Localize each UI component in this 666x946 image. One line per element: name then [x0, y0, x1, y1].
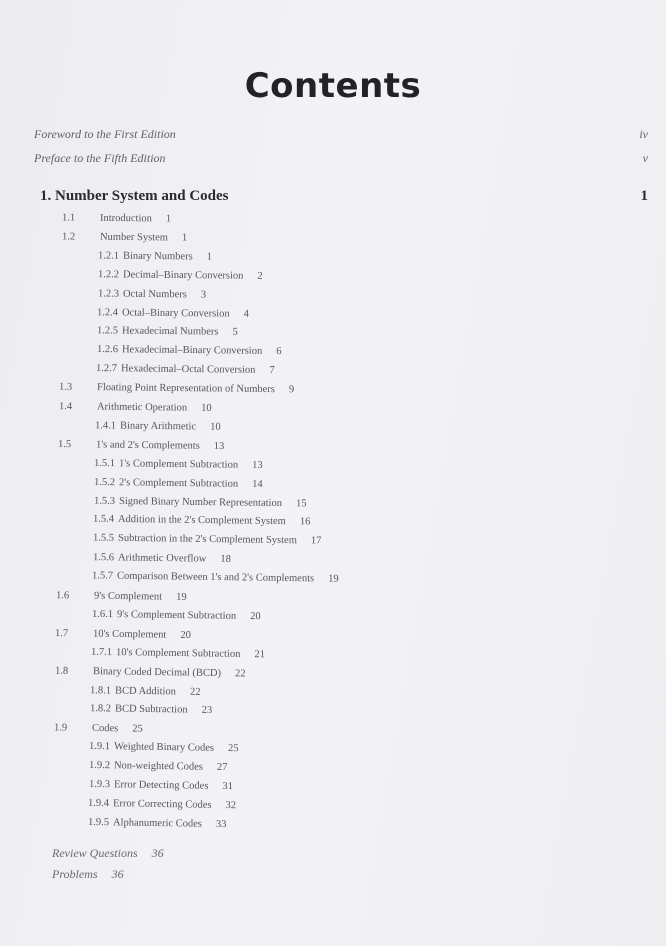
entry-page: 5	[232, 326, 238, 338]
entry-title: Octal Numbers	[122, 288, 187, 301]
entry-number: 1.5.5	[92, 532, 115, 544]
entry-page: 13	[214, 440, 225, 453]
entry-title: Introduction	[99, 212, 152, 225]
chapter-heading	[40, 188, 648, 205]
entry-title: 10's Complement Subtraction	[115, 647, 241, 660]
entry-number: 1.5	[58, 438, 72, 451]
entry-title: Addition in the 2's Complement System	[118, 513, 287, 528]
entry-page: 1	[165, 213, 172, 225]
entry-page: 20	[249, 611, 261, 623]
entry-page: 25	[132, 723, 143, 735]
entry-number: 1.2.3	[97, 288, 119, 300]
entry-number: 1.9.1	[89, 740, 111, 753]
entry-number: 1.9.2	[88, 759, 110, 772]
toc-section-entry	[55, 628, 191, 641]
entry-number: 1.1	[61, 212, 76, 224]
entry-number: 1.5.7	[92, 570, 114, 582]
entry-title: Binary Arithmetic	[120, 420, 197, 433]
entry-title: BCD Addition	[115, 685, 177, 698]
entry-number: 1.2.2	[97, 269, 119, 281]
entry-page: 32	[225, 800, 237, 812]
toc-subsection-entry	[92, 609, 261, 622]
entry-title: 10's Complement	[93, 628, 167, 641]
entry-number: 1.6.1	[91, 608, 113, 621]
entry-page: 22	[234, 668, 246, 680]
toc-section-entry	[62, 231, 187, 243]
entry-number: 1.9.3	[88, 778, 110, 791]
entry-page: 9	[289, 384, 295, 396]
toc-subsection-entry	[96, 344, 281, 357]
entry-number: 1.2.4	[97, 307, 119, 319]
entry-page: 7	[269, 364, 275, 377]
entry-title: 9's Complement Subtraction	[116, 609, 236, 622]
toc-subsection-entry	[88, 817, 227, 830]
entry-title: Alphanumeric Codes	[112, 817, 202, 830]
entry-page: 27	[216, 761, 228, 774]
end-matter-label: Review Questions	[52, 846, 138, 860]
entry-number: 1.2.7	[96, 362, 118, 375]
entry-page: 23	[201, 704, 213, 716]
entry-number: 1.9.5	[87, 816, 109, 829]
entry-page: 16	[300, 516, 311, 528]
front-matter-row	[34, 151, 648, 166]
entry-number: 1.5.6	[92, 552, 114, 564]
toc-subsection-entry	[98, 269, 263, 282]
entry-number: 1.8.1	[90, 685, 112, 697]
entry-number: 1.2	[61, 231, 75, 243]
toc-subsection-entry	[94, 458, 263, 471]
toc-subsection-entry	[94, 496, 307, 510]
entry-number: 1.7	[55, 628, 69, 640]
entry-title: Arithmetic Overflow	[117, 552, 207, 565]
end-matter-row	[52, 867, 124, 882]
entry-number: 1.5.1	[94, 457, 116, 470]
entry-number: 1.8	[54, 665, 69, 677]
entry-page: 13	[252, 459, 264, 472]
entry-title: Octal–Binary Conversion	[122, 307, 230, 320]
entry-title: Signed Binary Number Representation	[118, 495, 282, 510]
entry-page: 10	[201, 402, 212, 414]
toc-section-entry	[59, 401, 212, 414]
entry-number: 1.9.4	[88, 797, 110, 810]
entry-page: 17	[310, 535, 322, 547]
toc-subsection-entry	[92, 570, 339, 584]
toc-subsection-entry	[96, 363, 275, 376]
entry-title: Binary Coded Decimal (BCD)	[92, 666, 221, 680]
end-matter-label: Problems	[52, 867, 98, 881]
entry-page: 25	[228, 742, 239, 755]
entry-title: Codes	[91, 722, 119, 735]
toc-subsection-entry	[91, 647, 265, 661]
entry-title: Number System	[99, 231, 168, 244]
entry-number: 1.5.2	[94, 476, 116, 489]
entry-title: Error Correcting Codes	[113, 798, 212, 811]
entry-title: Comparison Between 1's and 2's Complements	[117, 570, 315, 585]
toc-subsection-entry	[93, 552, 231, 565]
entry-title: BCD Subtraction	[114, 703, 188, 716]
toc-subsection-entry	[93, 532, 322, 546]
front-matter-label: Preface to the Fifth Edition	[34, 151, 166, 165]
entry-page: 18	[219, 553, 231, 565]
entry-title: 1's and 2's Complements	[96, 439, 201, 452]
entry-number: 1.2.6	[96, 343, 118, 356]
toc-subsection-entry	[88, 798, 236, 811]
toc-subsection-entry	[89, 741, 239, 754]
toc-subsection-entry	[94, 477, 263, 490]
entry-page: 2	[257, 270, 263, 282]
toc-subsection-entry	[90, 703, 212, 716]
entry-number: 1.7.1	[90, 646, 113, 659]
toc-subsection-entry	[97, 307, 249, 320]
front-matter-page: iv	[639, 127, 648, 141]
entry-title: Non-weighted Codes	[113, 760, 203, 773]
entry-page: 10	[210, 421, 221, 433]
entry-page: 21	[254, 649, 265, 661]
entry-number: 1.5.4	[93, 513, 115, 525]
entry-title: 9's Complement	[93, 590, 163, 603]
toc-subsection-entry	[93, 514, 310, 528]
entry-title: 1's Complement Subtraction	[119, 458, 239, 471]
entry-title: Hexadecimal Numbers	[121, 325, 219, 338]
toc-subsection-entry	[98, 250, 212, 262]
chapter-title: 1. Number System and Codes	[40, 188, 229, 204]
toc-subsection-entry	[88, 779, 232, 792]
toc-subsection-entry	[95, 420, 221, 432]
entry-page: 31	[221, 780, 233, 793]
entry-page: 3	[200, 289, 206, 301]
front-matter-label: Foreword to the First Edition	[34, 127, 176, 141]
entry-page: 19	[328, 573, 340, 585]
entry-number: 1.9	[53, 722, 68, 734]
end-matter-page: 36	[111, 867, 124, 881]
entry-title: Floating Point Representation of Numbers	[97, 382, 276, 396]
front-matter-row	[34, 127, 648, 142]
end-matter-row	[52, 846, 164, 861]
entry-page: 14	[252, 478, 263, 491]
entry-number: 1.4	[58, 401, 73, 413]
front-matter-page: v	[642, 151, 648, 165]
toc-subsection-entry	[98, 288, 206, 300]
entry-title: Arithmetic Operation	[96, 401, 188, 414]
entry-page: 1	[206, 251, 213, 263]
entry-title: Weighted Binary Codes	[114, 741, 215, 754]
entry-page: 6	[275, 345, 282, 358]
toc-subsection-entry	[89, 760, 228, 773]
toc-section-entry	[62, 212, 171, 224]
entry-number: 1.6	[55, 590, 70, 602]
entry-number: 1.8.2	[89, 703, 111, 715]
toc-section-entry	[58, 439, 224, 452]
end-matter-page: 36	[151, 846, 164, 860]
entry-page: 1	[181, 232, 187, 244]
entry-number: 1.2.1	[98, 250, 120, 262]
entry-title: Decimal–Binary Conversion	[122, 269, 244, 282]
entry-page: 4	[243, 308, 250, 320]
entry-page: 33	[215, 818, 227, 831]
entry-title: Error Detecting Codes	[113, 779, 209, 792]
entry-page: 19	[176, 591, 187, 603]
page-title: Contents	[244, 66, 422, 106]
toc-subsection-entry	[97, 325, 238, 338]
entry-title: 2's Complement Subtraction	[119, 477, 239, 490]
entry-title: Subtraction in the 2's Complement System	[117, 532, 298, 547]
toc-section-entry	[56, 590, 187, 603]
entry-page: 20	[180, 629, 192, 641]
entry-number: 1.5.3	[93, 495, 115, 507]
toc-section-entry	[55, 666, 246, 680]
entry-number: 1.2.5	[96, 325, 118, 337]
toc-subsection-entry	[90, 685, 201, 698]
entry-number: 1.4.1	[95, 420, 117, 432]
chapter-page: 1	[640, 188, 648, 204]
entry-page: 15	[295, 498, 307, 510]
entry-number: 1.3	[59, 381, 73, 393]
toc-section-entry	[54, 722, 143, 734]
toc-section-entry	[59, 382, 294, 396]
entry-page: 22	[190, 686, 201, 698]
entry-title: Hexadecimal–Binary Conversion	[121, 344, 262, 357]
entry-title: Binary Numbers	[123, 250, 194, 263]
entry-title: Hexadecimal–Octal Conversion	[121, 363, 256, 376]
